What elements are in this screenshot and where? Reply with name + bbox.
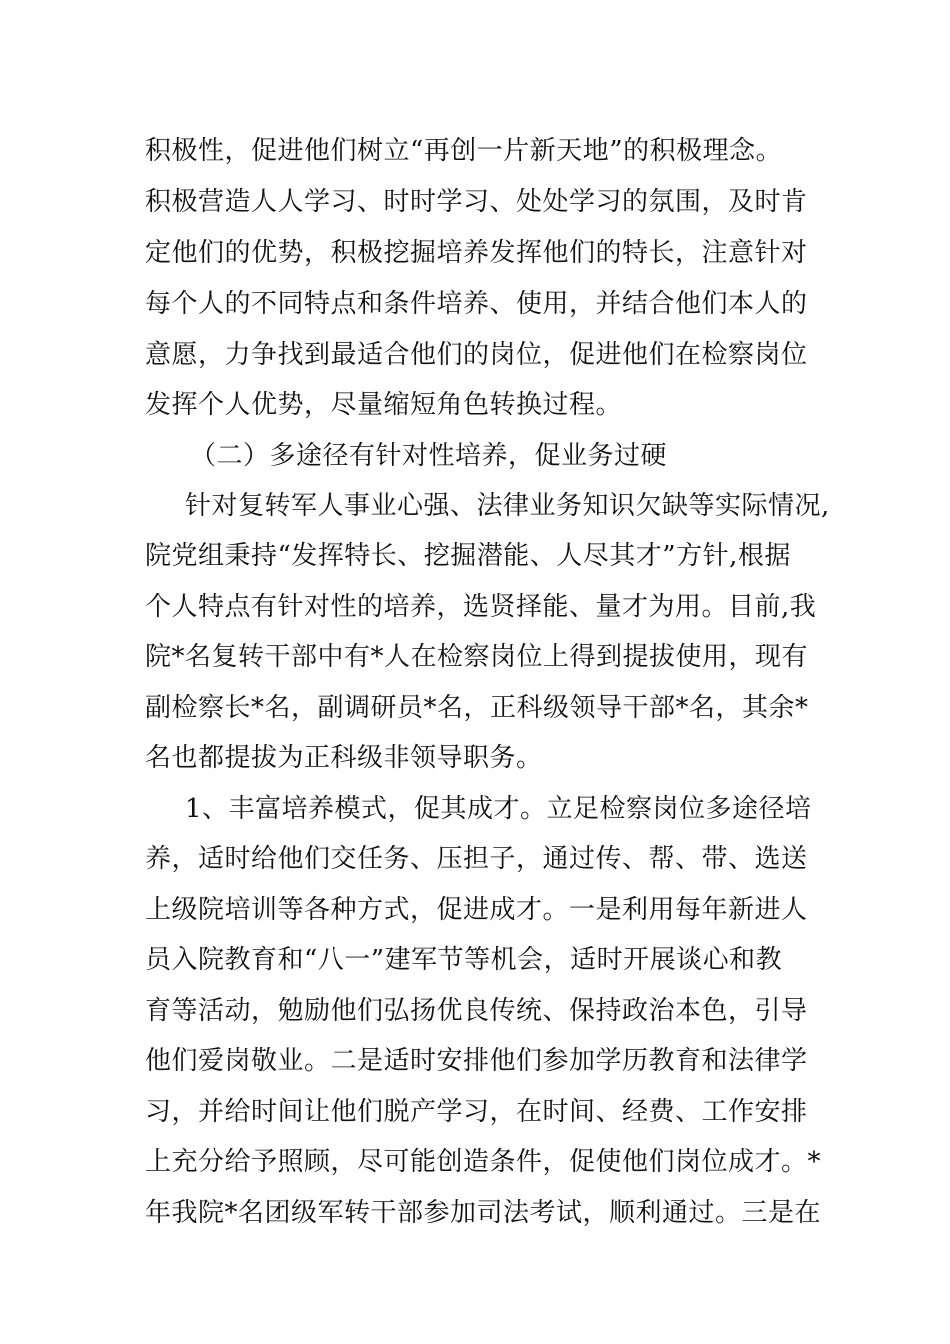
body-text-line: 积极营造人人学习、时时学习、处处学习的氛围，及时肯 — [145, 187, 808, 217]
body-text-line: 副检察长*名，副调研员*名，正科级领导干部*名，其余* — [145, 693, 809, 723]
body-text-line: 他们爱岗敬业。二是适时安排他们参加学历教育和法律学 — [145, 1046, 808, 1076]
section-heading: （二）多途径有针对性培养，促业务过硬 — [190, 441, 668, 471]
body-text-line: 员入院教育和“八一”建军节等机会，适时开展谈心和教 — [145, 945, 783, 975]
body-text-line: 积极性，促进他们树立“再创一片新天地”的积极理念。 — [145, 136, 783, 166]
body-text-line: 习，并给时间让他们脱产学习，在时间、经费、工作安排 — [145, 1097, 808, 1127]
body-text-line: 上充分给予照顾，尽可能创造条件，促使他们岗位成才。* — [145, 1147, 822, 1177]
body-text-line: 年我院*名团级军转干部参加司法考试，顺利通过。三是在 — [145, 1198, 822, 1228]
body-text-line: 定他们的优势，积极挖掘培养发挥他们的特长，注意针对 — [145, 238, 808, 268]
body-text-line: 个人特点有针对性的培养，选贤择能、量才为用。目前,我 — [145, 592, 817, 622]
body-text-line: 院*名复转干部中有*人在检察岗位上得到提拔使用，现有 — [145, 642, 809, 672]
body-text-line: 名也都提拔为正科级非领导职务。 — [145, 743, 543, 773]
body-text-line: 每个人的不同特点和条件培养、使用，并结合他们本人的 — [145, 289, 808, 319]
body-text-line: 养，适时给他们交任务、压担子，通过传、帮、带、选送 — [145, 844, 808, 874]
subsection-heading-line: 1、丰富培养模式，促其成才。立足检察岗位多途径培 — [185, 794, 812, 824]
body-text-line: 意愿，力争找到最适合他们的岗位，促进他们在检察岗位 — [145, 340, 808, 370]
body-text-line: 院党组秉持“发挥特长、挖掘潜能、人尽其才”方针,根据 — [145, 541, 791, 571]
body-text-line: 针对复转军人事业心强、法律业务知识欠缺等实际情况, — [185, 491, 830, 521]
body-text-line: 发挥个人优势，尽量缩短角色转换过程。 — [145, 390, 623, 420]
body-text-line: 育等活动，勉励他们弘扬优良传统、保持政治本色，引导 — [145, 996, 808, 1026]
body-text-line: 上级院培训等各种方式，促进成才。一是利用每年新进人 — [145, 895, 808, 925]
